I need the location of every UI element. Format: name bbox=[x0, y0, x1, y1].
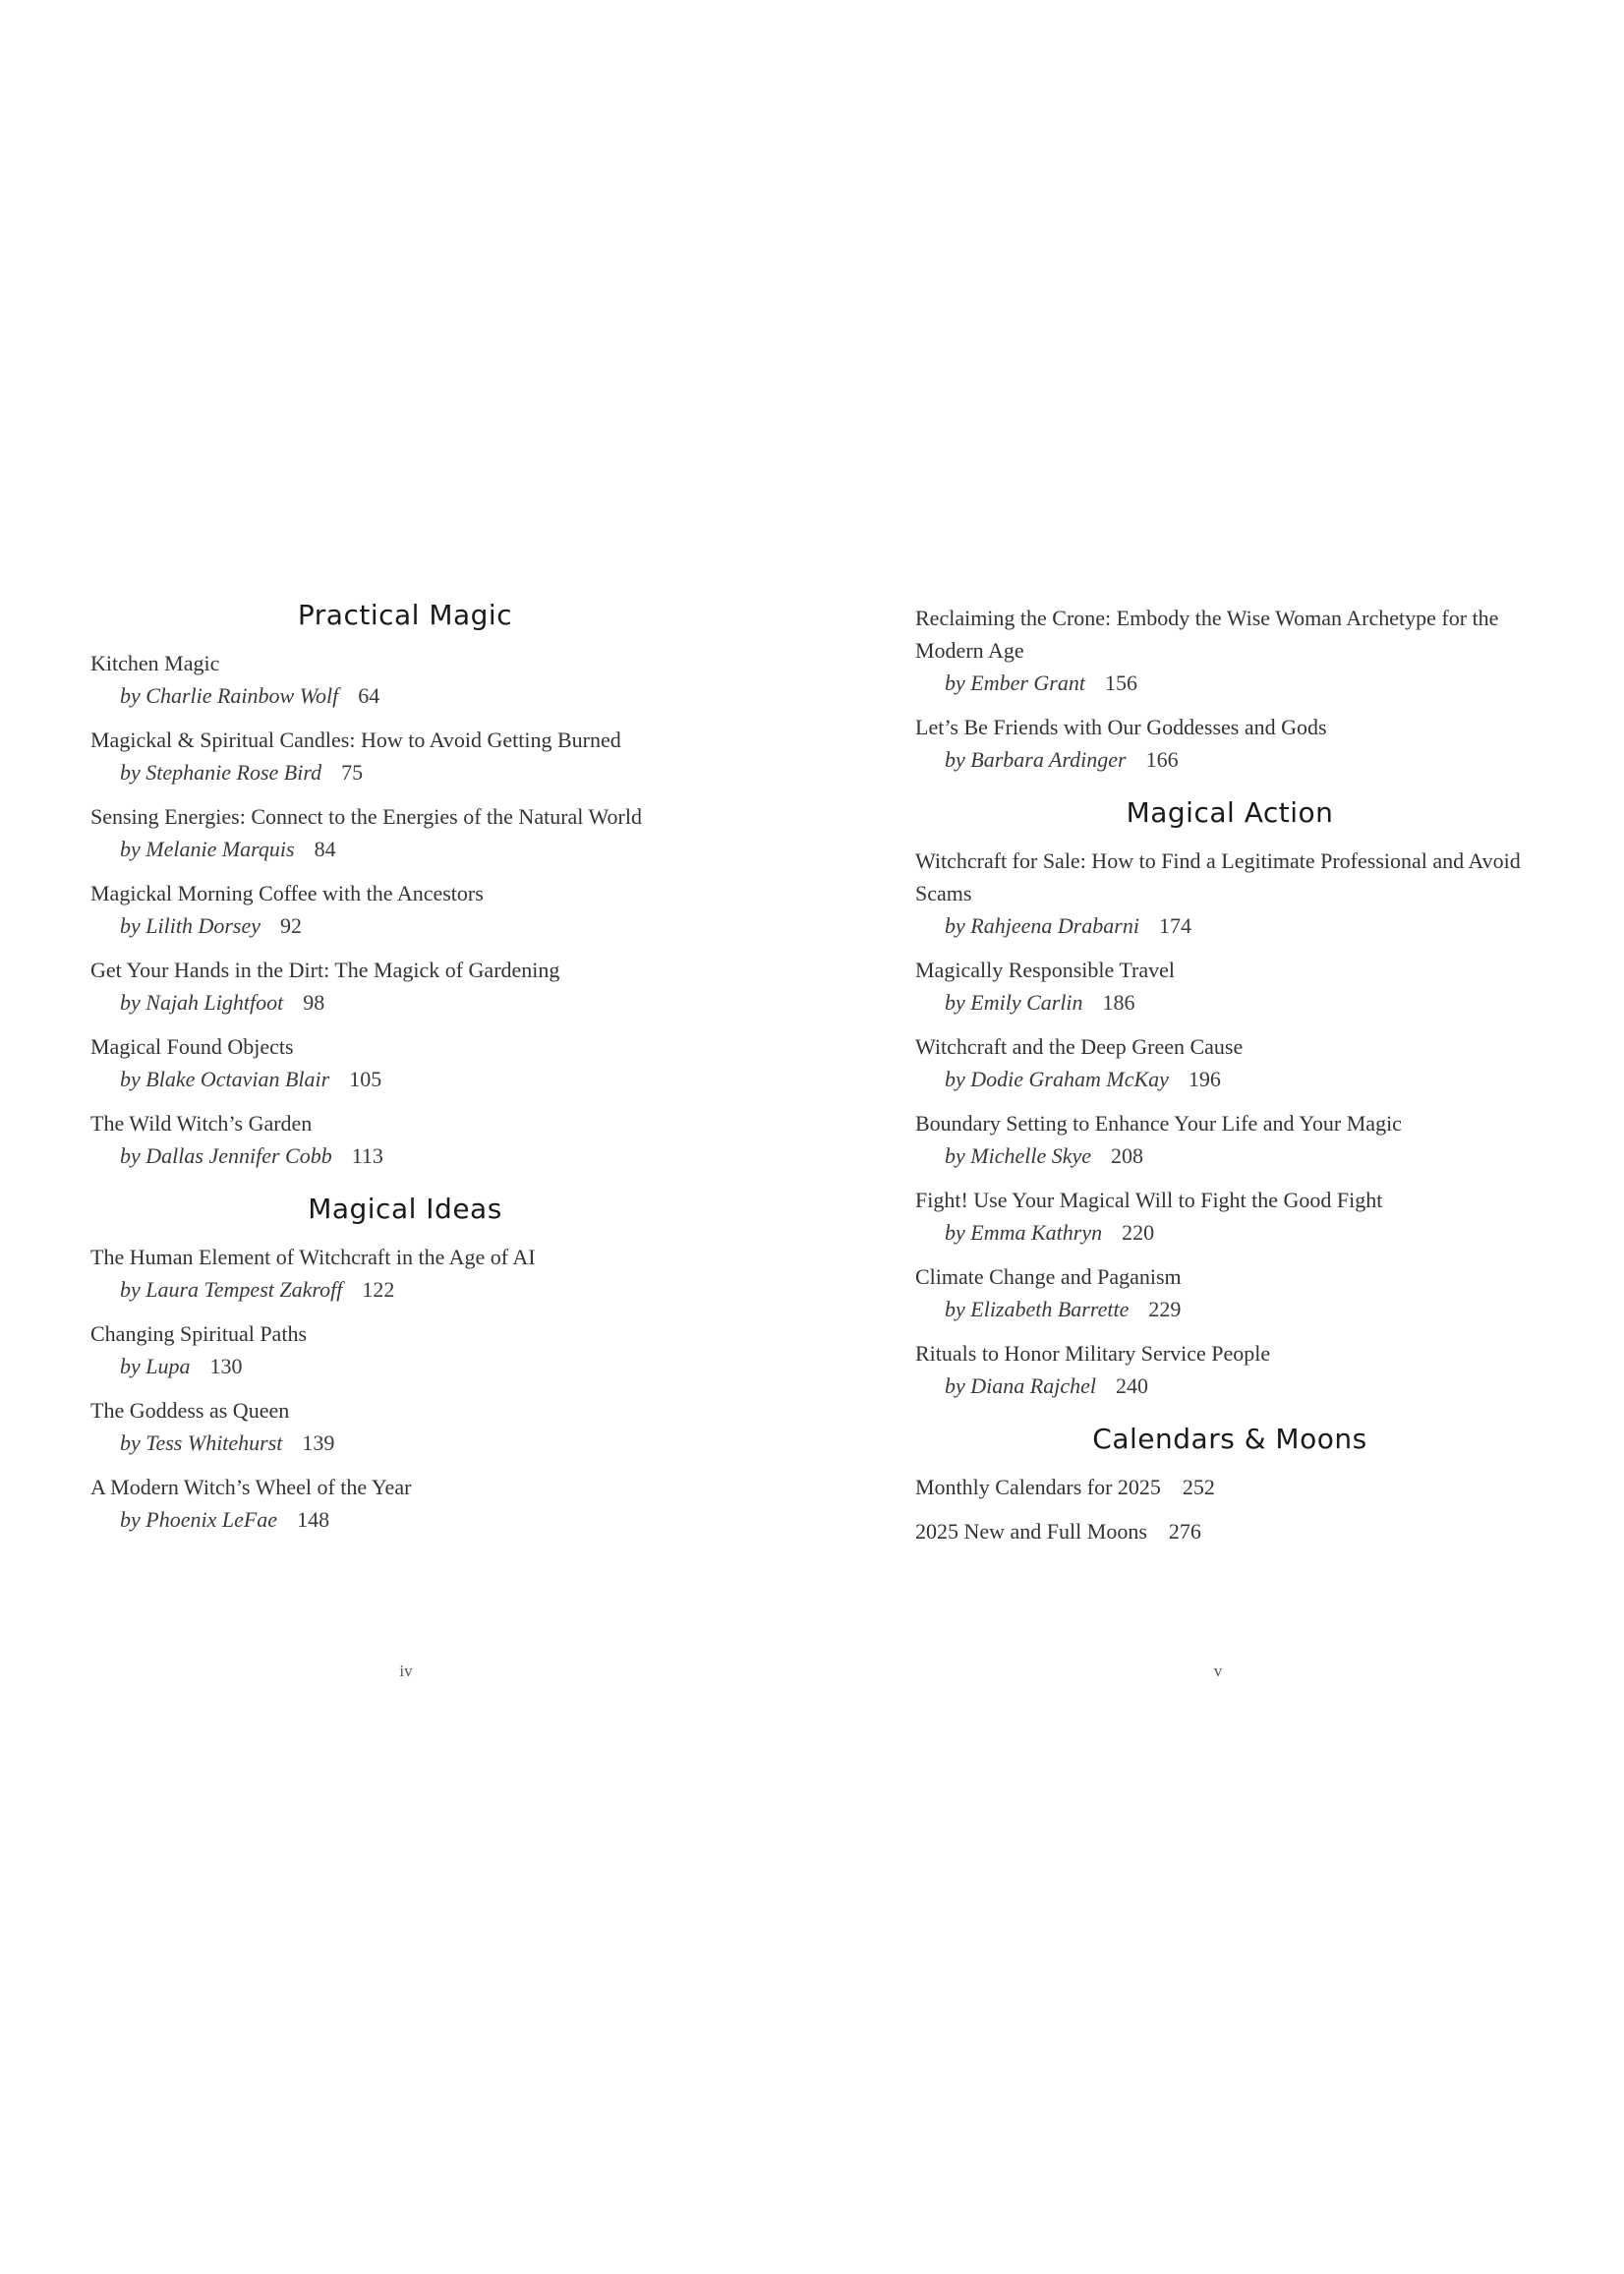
toc-entry[interactable] bbox=[915, 1260, 1544, 1325]
toc-entry[interactable] bbox=[90, 1107, 720, 1172]
entry-title: Magical Found Objects bbox=[90, 1034, 294, 1059]
page-number-folio: iv bbox=[399, 1662, 413, 1680]
toc-entry[interactable] bbox=[90, 1030, 720, 1095]
section-calendars-moons bbox=[915, 1423, 1544, 1547]
section-heading: Calendars & Moons bbox=[1092, 1423, 1367, 1455]
entry-title: Reclaiming the Crone: Embody the Wise Woman Archetype for the Modern Age bbox=[915, 606, 1499, 663]
toc-entry[interactable] bbox=[90, 800, 720, 865]
entry-title: A Modern Witch’s Wheel of the Year bbox=[90, 1475, 412, 1499]
toc-entry[interactable] bbox=[90, 724, 720, 788]
toc-entry[interactable] bbox=[915, 845, 1544, 942]
entry-page-number: 98 bbox=[303, 990, 325, 1015]
entry-author: by Ember Grant bbox=[945, 671, 1085, 695]
entry-title: Witchcraft for Sale: How to Find a Legitimate Professional and Avoid Scams bbox=[915, 848, 1521, 905]
entry-byline bbox=[90, 1427, 720, 1459]
toc-entry[interactable] bbox=[915, 1030, 1544, 1095]
toc-entry[interactable] bbox=[915, 1471, 1544, 1503]
right-toc-column bbox=[915, 602, 1544, 1559]
entry-page-number: 92 bbox=[280, 913, 302, 938]
entry-title: Kitchen Magic bbox=[90, 651, 220, 675]
entry-page-number: 130 bbox=[209, 1354, 243, 1378]
entry-byline bbox=[90, 756, 720, 788]
entry-author: by Melanie Marquis bbox=[120, 837, 295, 861]
entry-page-number: 148 bbox=[297, 1507, 330, 1532]
toc-entry[interactable] bbox=[90, 1317, 720, 1382]
toc-entry[interactable] bbox=[915, 1337, 1544, 1402]
entry-author: by Charlie Rainbow Wolf bbox=[120, 683, 339, 708]
entry-title-line bbox=[915, 1515, 1544, 1547]
entry-byline bbox=[915, 743, 1544, 776]
entry-byline bbox=[915, 667, 1544, 699]
toc-entry[interactable] bbox=[915, 711, 1544, 776]
entry-page-number: 105 bbox=[349, 1067, 382, 1091]
entry-author: by Elizabeth Barrette bbox=[945, 1297, 1130, 1321]
entry-title: Monthly Calendars for 2025 bbox=[915, 1475, 1161, 1499]
entry-author: by Emily Carlin bbox=[945, 990, 1083, 1015]
entry-title: Magically Responsible Travel bbox=[915, 958, 1175, 982]
entry-page-number: 196 bbox=[1188, 1067, 1221, 1091]
entry-title: Boundary Setting to Enhance Your Life and Your Magic bbox=[915, 1111, 1402, 1136]
entry-title: Sensing Energies: Connect to the Energies of the Natural World bbox=[90, 804, 642, 829]
entry-title: The Human Element of Witchcraft in the Age of AI bbox=[90, 1245, 536, 1269]
entry-page-number: 166 bbox=[1145, 747, 1179, 772]
entry-title: Fight! Use Your Magical Will to Fight the Good Fight bbox=[915, 1188, 1383, 1212]
entry-author: by Najah Lightfoot bbox=[120, 990, 284, 1015]
entry-title: Get Your Hands in the Dirt: The Magick of Gardening bbox=[90, 958, 560, 982]
entry-page-number: 139 bbox=[302, 1430, 335, 1455]
entry-page-number: 156 bbox=[1104, 671, 1137, 695]
section-heading: Magical Action bbox=[1126, 796, 1334, 829]
entry-author: by Diana Rajchel bbox=[945, 1373, 1096, 1398]
entry-byline bbox=[915, 1063, 1544, 1095]
entry-byline bbox=[915, 1370, 1544, 1402]
entry-title: The Goddess as Queen bbox=[90, 1398, 290, 1423]
entry-title: 2025 New and Full Moons bbox=[915, 1519, 1147, 1544]
entry-byline bbox=[90, 1503, 720, 1536]
toc-entry[interactable] bbox=[90, 647, 720, 712]
section-magical-ideas bbox=[90, 1195, 720, 1536]
entry-author: by Lupa bbox=[120, 1354, 191, 1378]
entry-list bbox=[915, 1471, 1544, 1547]
entry-title: Magickal Morning Coffee with the Ancestors bbox=[90, 881, 484, 905]
toc-entry[interactable] bbox=[915, 602, 1544, 699]
entry-byline bbox=[90, 833, 720, 865]
toc-entry[interactable] bbox=[90, 1471, 720, 1536]
toc-entry[interactable] bbox=[90, 1394, 720, 1459]
entry-author: by Stephanie Rose Bird bbox=[120, 760, 322, 785]
toc-entry[interactable] bbox=[915, 1184, 1544, 1249]
entry-list bbox=[915, 845, 1544, 1402]
entry-byline bbox=[915, 1293, 1544, 1325]
entry-author: by Emma Kathryn bbox=[945, 1220, 1103, 1245]
entry-page-number: 122 bbox=[362, 1277, 395, 1302]
entry-list bbox=[90, 647, 720, 1172]
entry-author: by Michelle Skye bbox=[945, 1143, 1092, 1168]
entry-page-number: 64 bbox=[358, 683, 380, 708]
entry-page-number: 186 bbox=[1102, 990, 1135, 1015]
toc-entry[interactable] bbox=[90, 877, 720, 942]
entry-title: Magickal & Spiritual Candles: How to Avoid Getting Burned bbox=[90, 728, 621, 752]
toc-entry[interactable] bbox=[915, 1107, 1544, 1172]
entry-author: by Dodie Graham McKay bbox=[945, 1067, 1169, 1091]
section-heading: Magical Ideas bbox=[308, 1193, 502, 1225]
entry-title-line bbox=[915, 1471, 1544, 1503]
entry-author: by Laura Tempest Zakroff bbox=[120, 1277, 343, 1302]
entry-page-number: 276 bbox=[1168, 1519, 1201, 1544]
entry-title: Changing Spiritual Paths bbox=[90, 1321, 307, 1346]
entry-page-number: 84 bbox=[314, 837, 336, 861]
entry-title: Rituals to Honor Military Service People bbox=[915, 1341, 1271, 1366]
entry-byline bbox=[90, 1063, 720, 1095]
entry-author: by Phoenix LeFae bbox=[120, 1507, 278, 1532]
continued-entry-list bbox=[915, 602, 1544, 776]
entry-byline bbox=[90, 1350, 720, 1382]
section-heading: Practical Magic bbox=[297, 599, 513, 631]
toc-entry[interactable] bbox=[90, 954, 720, 1019]
toc-entry[interactable] bbox=[915, 954, 1544, 1019]
entry-byline bbox=[90, 986, 720, 1019]
entry-list bbox=[90, 1241, 720, 1536]
entry-title: Witchcraft and the Deep Green Cause bbox=[915, 1034, 1244, 1059]
entry-page-number: 220 bbox=[1122, 1220, 1155, 1245]
entry-byline bbox=[90, 909, 720, 942]
entry-title: Let’s Be Friends with Our Goddesses and Gods bbox=[915, 715, 1327, 739]
entry-byline bbox=[90, 1273, 720, 1306]
entry-byline bbox=[915, 909, 1544, 942]
entry-page-number: 208 bbox=[1111, 1143, 1144, 1168]
section-magical-action bbox=[915, 796, 1544, 1402]
entry-page-number: 240 bbox=[1115, 1373, 1148, 1398]
entry-page-number: 174 bbox=[1158, 913, 1191, 938]
entry-page-number: 75 bbox=[341, 760, 364, 785]
entry-author: by Rahjeena Drabarni bbox=[945, 913, 1139, 938]
entry-byline bbox=[915, 986, 1544, 1019]
entry-byline bbox=[915, 1216, 1544, 1249]
entry-title: Climate Change and Paganism bbox=[915, 1264, 1182, 1289]
entry-page-number: 252 bbox=[1182, 1475, 1215, 1499]
left-toc-column bbox=[90, 599, 720, 1547]
toc-entry[interactable] bbox=[915, 1515, 1544, 1547]
entry-author: by Tess Whitehurst bbox=[120, 1430, 283, 1455]
toc-entry[interactable] bbox=[90, 1241, 720, 1306]
entry-page-number: 229 bbox=[1148, 1297, 1182, 1321]
page-number-folio: v bbox=[1213, 1662, 1223, 1680]
section-practical-magic bbox=[90, 599, 720, 1172]
entry-byline bbox=[915, 1139, 1544, 1172]
entry-author: by Barbara Ardinger bbox=[945, 747, 1127, 772]
entry-author: by Lilith Dorsey bbox=[120, 913, 261, 938]
entry-byline bbox=[90, 679, 720, 712]
entry-title: The Wild Witch’s Garden bbox=[90, 1111, 313, 1136]
entry-page-number: 113 bbox=[351, 1143, 383, 1168]
entry-author: by Dallas Jennifer Cobb bbox=[120, 1143, 332, 1168]
entry-author: by Blake Octavian Blair bbox=[120, 1067, 330, 1091]
entry-byline bbox=[90, 1139, 720, 1172]
right-page bbox=[812, 0, 1624, 2274]
